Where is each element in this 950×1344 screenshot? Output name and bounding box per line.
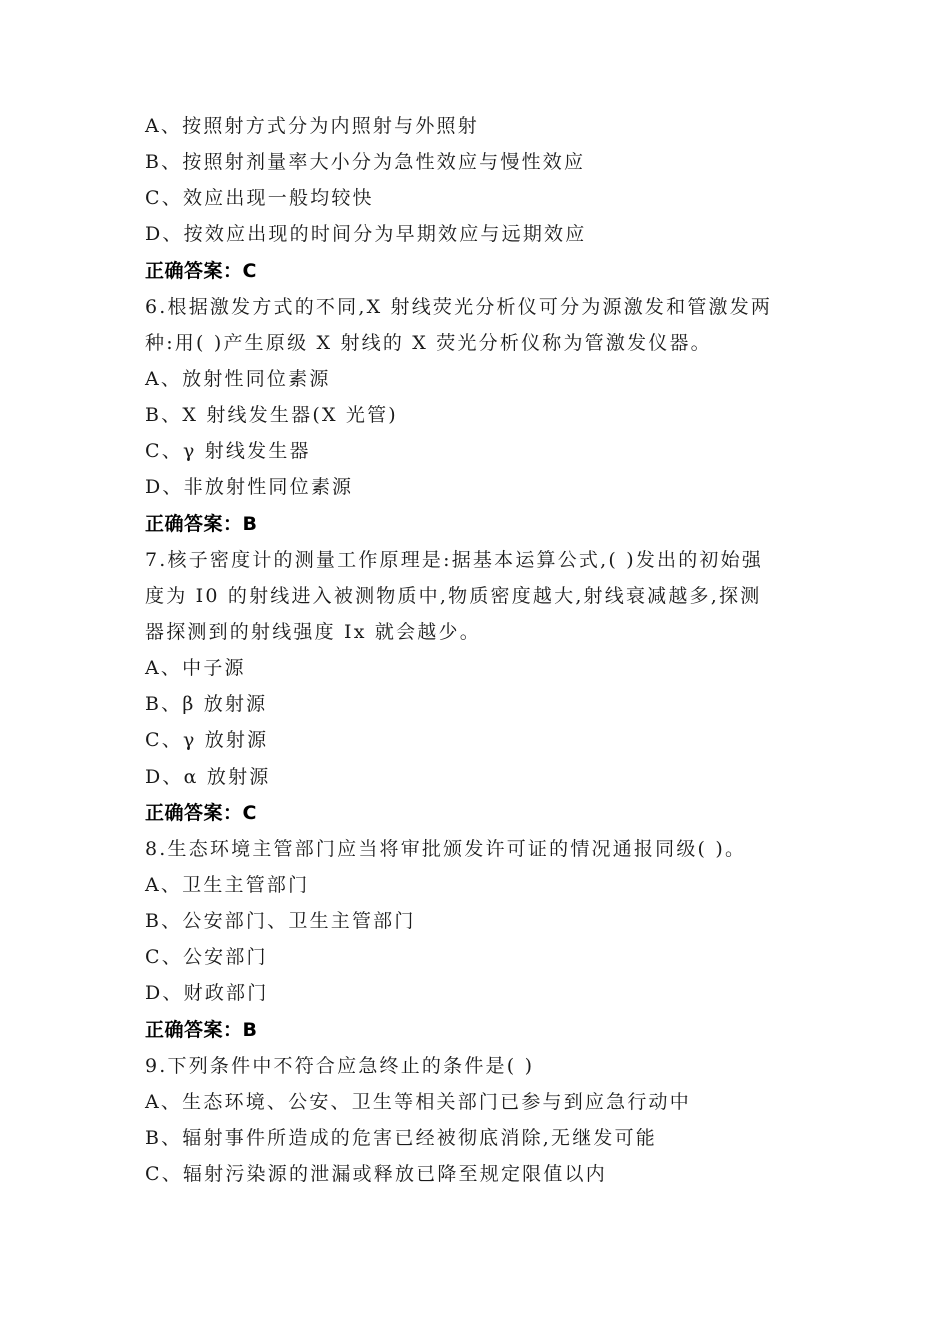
question-text: 6.根据激发方式的不同,X 射线荧光分析仪可分为源激发和管激发两 [145, 295, 773, 318]
option-line: A、中子源 [145, 657, 246, 680]
option-line: D、财政部门 [145, 982, 269, 1005]
question-text: 器探测到的射线强度 Ix 就会越少。 [145, 620, 481, 643]
answer-line: 正确答案：C [145, 259, 257, 282]
answer-line: 正确答案：B [145, 1018, 258, 1041]
option-line: D、按效应出现的时间分为早期效应与远期效应 [145, 223, 587, 246]
option-line: B、公安部门、卫生主管部门 [145, 910, 416, 933]
option-line: B、X 射线发生器(X 光管) [145, 404, 398, 427]
question-text: 种:用( )产生原级 X 射线的 X 荧光分析仪称为管激发仪器。 [145, 331, 712, 354]
answer-line: 正确答案：B [145, 512, 258, 535]
option-line: C、效应出现一般均较快 [145, 187, 374, 210]
answer-line: 正确答案：C [145, 801, 257, 824]
option-line: D、α 放射源 [145, 765, 271, 788]
option-line: A、生态环境、公安、卫生等相关部门已参与到应急行动中 [145, 1090, 691, 1113]
option-line: C、γ 放射源 [145, 729, 269, 752]
option-line: C、辐射污染源的泄漏或释放已降至规定限值以内 [145, 1163, 607, 1186]
option-line: A、放射性同位素源 [145, 367, 331, 390]
option-line: B、按照射剂量率大小分为急性效应与慢性效应 [145, 151, 586, 174]
option-line: D、非放射性同位素源 [145, 476, 354, 499]
question-text: 度为 I0 的射线进入被测物质中,物质密度越大,射线衰减越多,探测 [145, 584, 762, 607]
option-line: B、辐射事件所造成的危害已经被彻底消除,无继发可能 [145, 1126, 658, 1149]
option-line: A、按照射方式分为内照射与外照射 [145, 115, 479, 137]
option-line: A、卫生主管部门 [145, 873, 310, 896]
option-line: B、β 放射源 [145, 693, 268, 716]
option-line: C、公安部门 [145, 946, 268, 969]
question-list [145, 108, 820, 1192]
question-text: 9.下列条件中不符合应急终止的条件是( ) [145, 1054, 535, 1077]
option-line: C、γ 射线发生器 [145, 440, 311, 463]
question-text: 7.核子密度计的测量工作原理是:据基本运算公式,( )发出的初始强 [145, 548, 764, 571]
question-text: 8.生态环境主管部门应当将审批颁发许可证的情况通报同级( )。 [145, 837, 747, 860]
